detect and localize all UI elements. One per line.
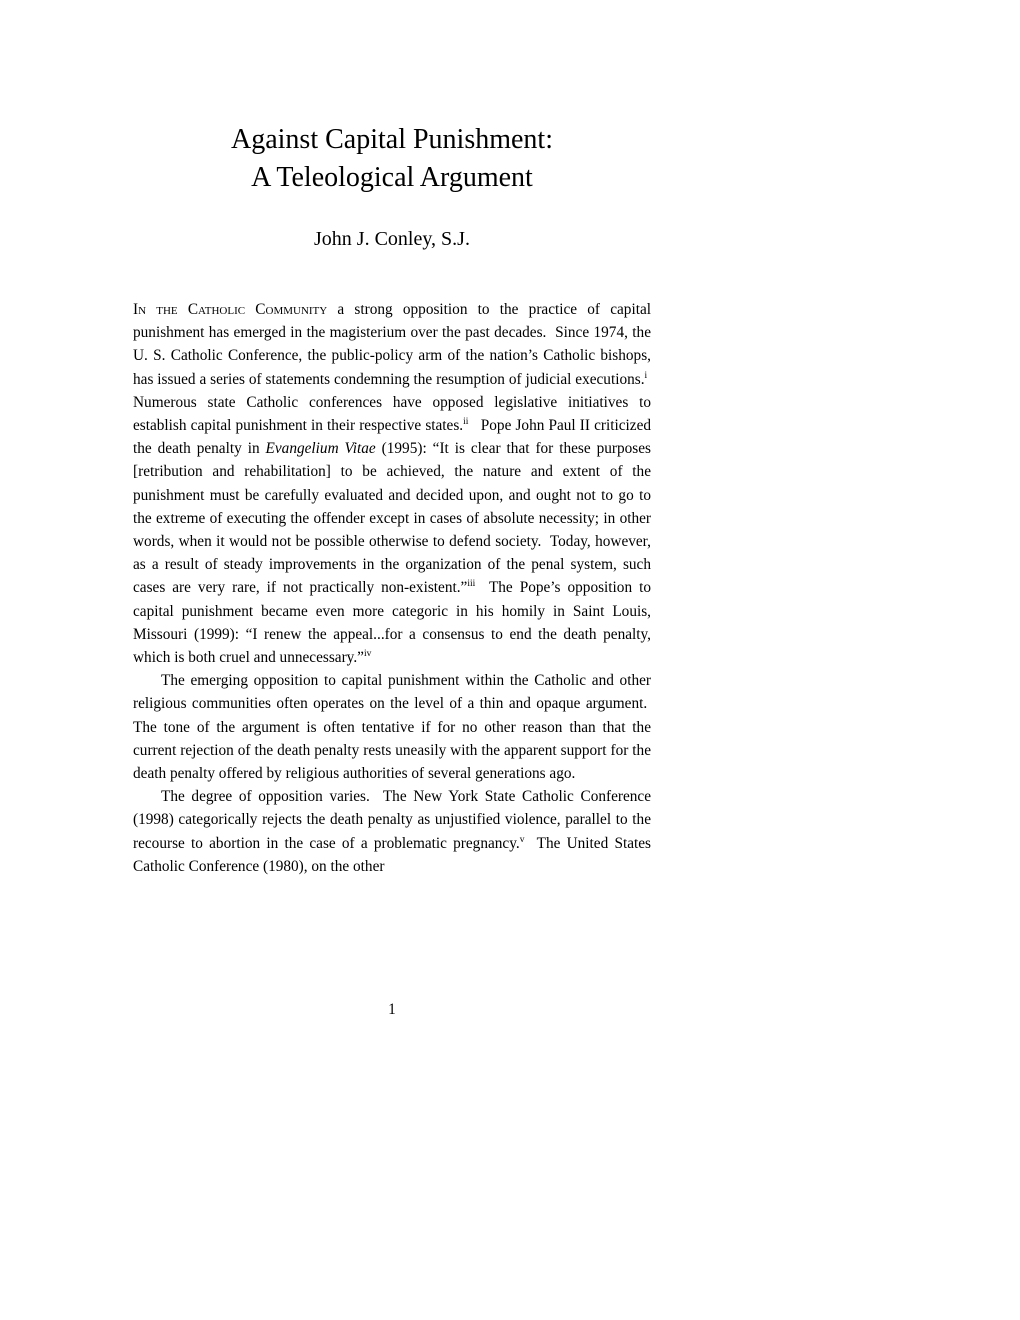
text-segment: In the Catholic Community [133,301,328,318]
paragraph-2 [133,669,651,785]
paper-title-line-2: A Teleological Argument [251,162,533,193]
text-segment: The United States Catholic Conference (1980), on the other [133,834,651,875]
text-segment: Numerous state Catholic conferences have opposed legislative initiatives to establish capital punishment in their respective states. [133,370,651,435]
paper-title-line-1: Against Capital Punishment: [231,124,553,155]
text-segment: Evangelium Vitae [265,440,376,458]
author-name: John J. Conley, S.J. [314,228,470,250]
body-text [133,298,651,878]
text-segment: (1995): “It is clear that for these purposes [retribution and rehabilitation] to be achieved, the nature and extent of the punishment must be carefully evaluated and decided upon, and ought not to go to the extreme of executing the offender except in cases of absolute necessity; in other words, when it would not be possible otherwise to defend society. Today, however, as a result of steady improvements in the organization of the penal system, such cases are very rare, if not practically non-existent.” [133,440,651,597]
endnote-reference: v [519,834,525,845]
endnote-reference: iii [467,579,476,590]
text-column [133,0,651,878]
endnote-reference: i [644,370,648,381]
text-segment: The Pope’s opposition to capital punishment became even more categoric in his homily in Saint Louis, Missouri (1999): “I renew the appeal...for a consensus to end the death penalty, which is both cruel and unnecessary.” [133,579,651,667]
paragraph-1 [133,298,651,669]
page-number: 1 [388,1001,396,1018]
endnote-reference: ii [463,416,469,427]
title-block [133,121,651,197]
paragraph-3 [133,785,651,878]
text-segment: Pope John Paul II criticized the death penalty in [133,417,652,458]
text-segment: The emerging opposition to capital punishment within the Catholic and other religious communities often operates on the level of a thin and opaque argument. The tone of the argument is often tentative if for no other reason than that the current rejection of the death penalty rests uneasily with the apparent support for the death penalty offered by religious authorities of several generations ago. [133,672,651,783]
text-segment: a strong opposition to the practice of capital punishment has emerged in the magisterium over the past decades. Since 1974, the U. S. Catholic Conference, the public-policy arm of the nation’s Catholic bishops, has issued a series of statements condemning the resumption of judicial executions. [133,301,651,388]
text-segment: The degree of opposition varies. The New York State Catholic Conference (1998) categorically rejects the death penalty as unjustified violence, parallel to the recourse to abortion in the case of a problematic pregnancy. [133,788,651,852]
endnote-reference: iv [363,648,372,659]
